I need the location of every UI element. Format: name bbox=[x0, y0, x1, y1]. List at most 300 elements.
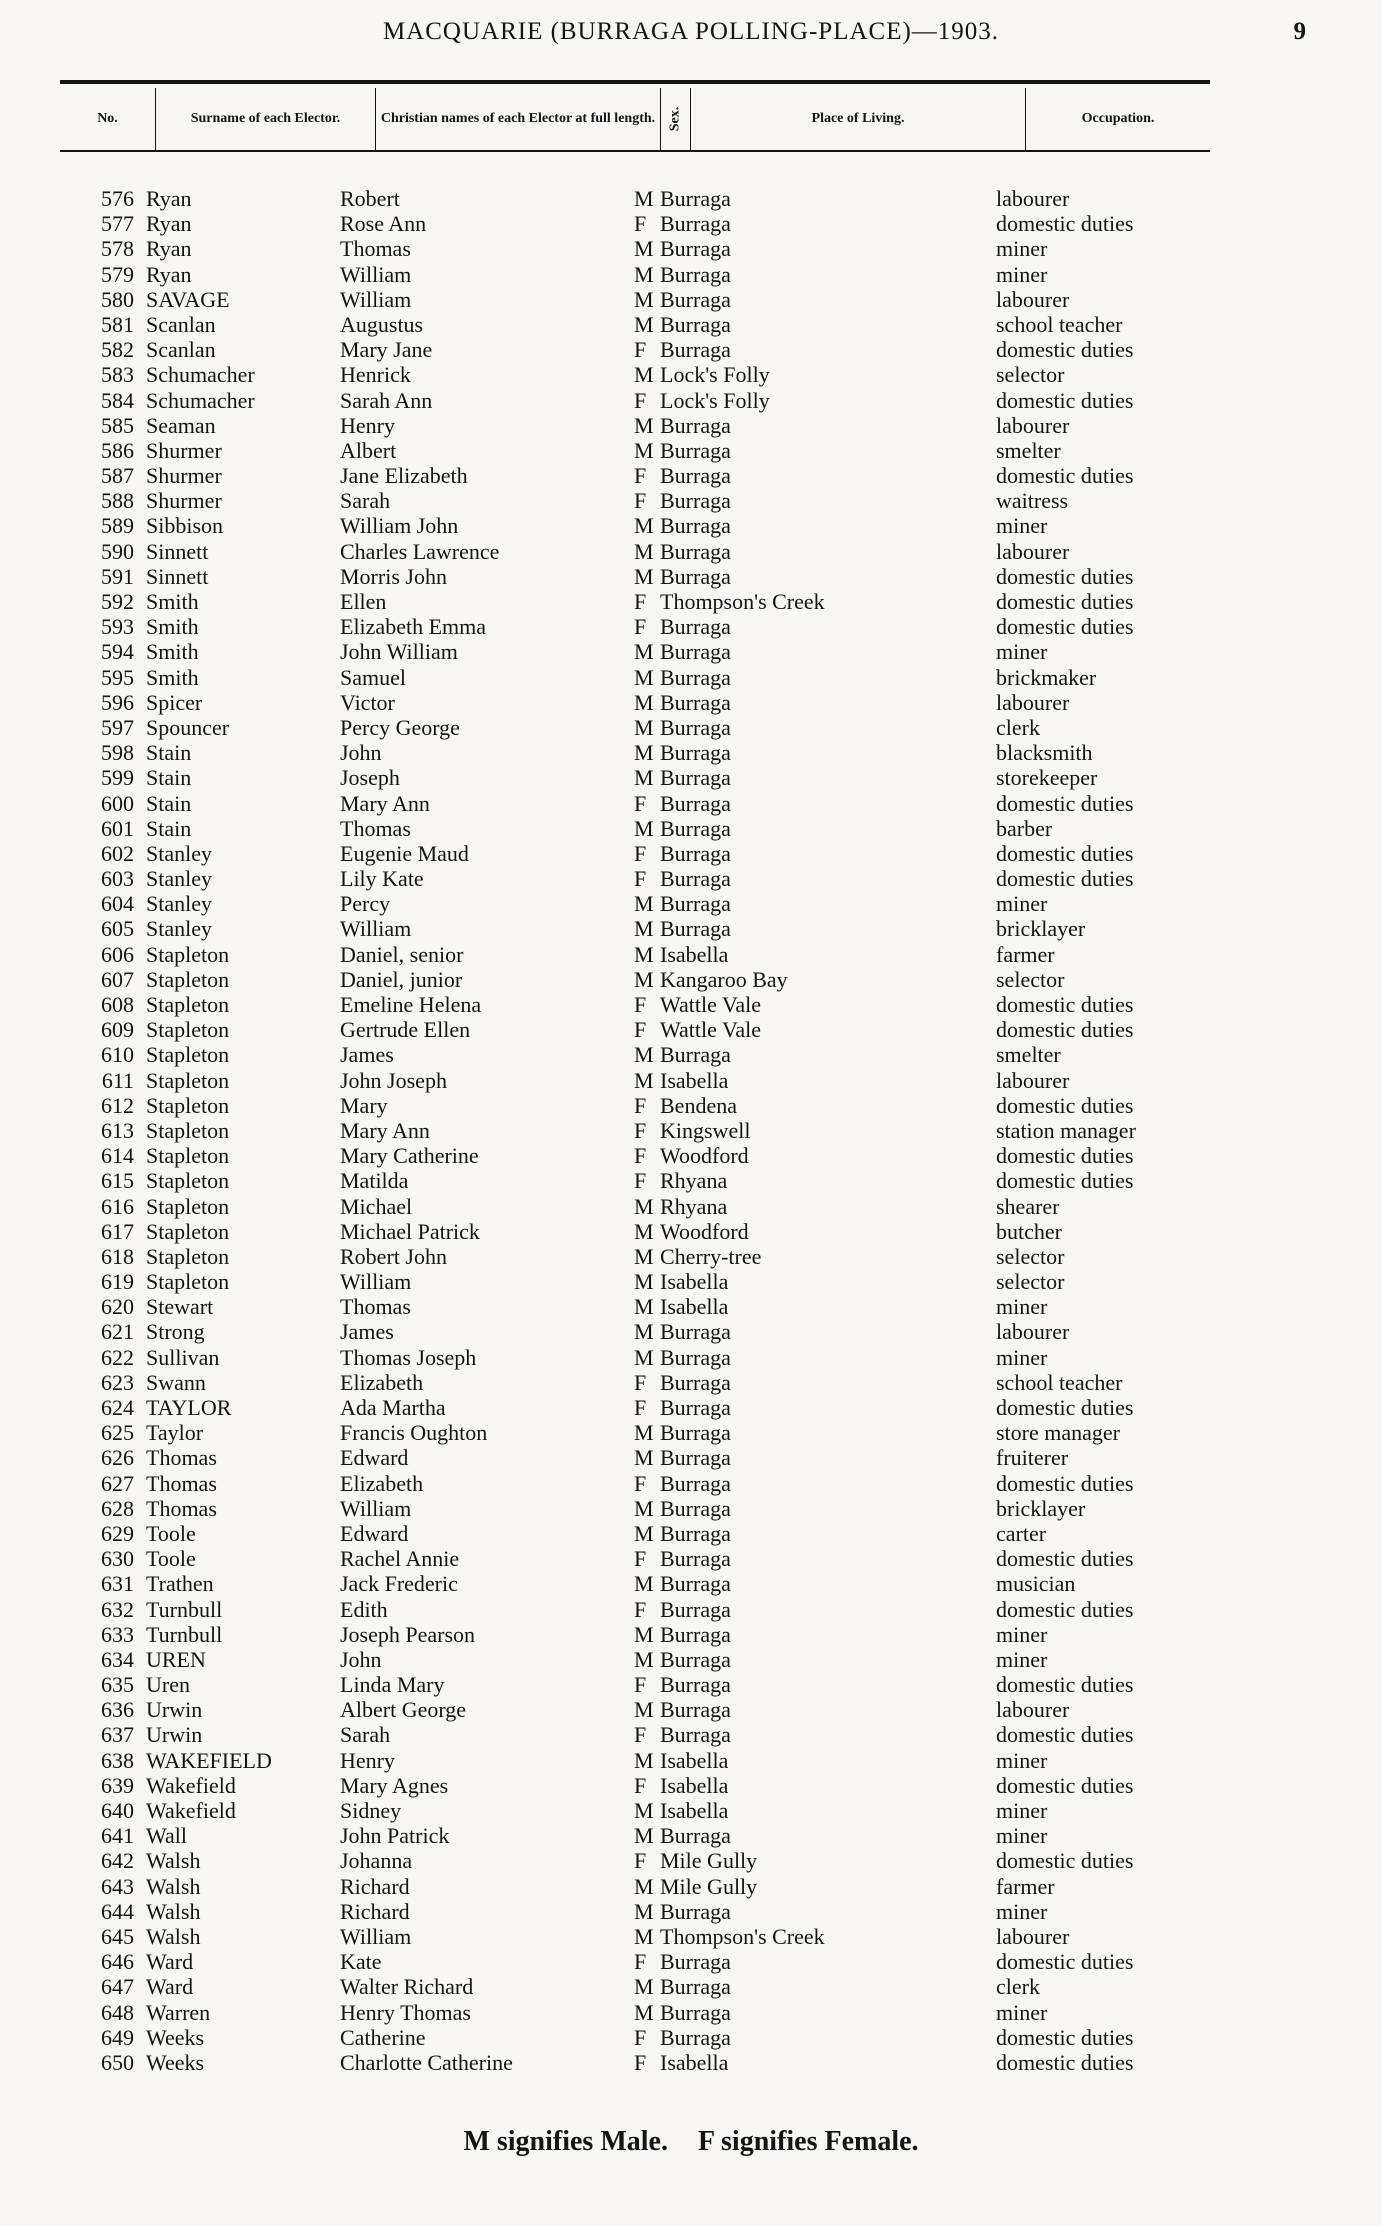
table-row bbox=[0, 1244, 1382, 1269]
elector-christian-names: Percy George bbox=[340, 714, 460, 740]
elector-surname: Sinnett bbox=[146, 563, 209, 589]
elector-sex: F bbox=[634, 1596, 647, 1622]
elector-number: 640 bbox=[101, 1798, 134, 1823]
elector-number: 592 bbox=[101, 589, 134, 614]
elector-number: 636 bbox=[101, 1697, 134, 1723]
elector-surname: Stapleton bbox=[146, 1218, 230, 1244]
column-header-no: No. bbox=[97, 111, 118, 126]
elector-surname: Smith bbox=[146, 614, 199, 640]
elector-christian-names: Samuel bbox=[340, 664, 406, 690]
elector-place: Cherry-tree bbox=[660, 1243, 762, 1269]
elector-surname: Stapleton bbox=[146, 1269, 230, 1295]
elector-christian-names: Kate bbox=[340, 1949, 382, 1975]
elector-christian-names: Henry bbox=[340, 1747, 395, 1773]
elector-sex: M bbox=[634, 1974, 654, 2000]
table-row bbox=[0, 1697, 1382, 1722]
elector-christian-names: Sarah bbox=[340, 1722, 391, 1748]
elector-number: 577 bbox=[101, 211, 134, 237]
elector-occupation: miner bbox=[996, 1747, 1048, 1773]
elector-place: Kingswell bbox=[660, 1117, 751, 1143]
elector-place: Burraga bbox=[660, 236, 731, 262]
elector-occupation: bricklayer bbox=[996, 916, 1086, 942]
elector-surname: Spouncer bbox=[146, 714, 230, 740]
elector-occupation: miner bbox=[996, 1999, 1048, 2025]
elector-occupation: miner bbox=[996, 261, 1048, 287]
elector-occupation: carter bbox=[996, 1520, 1047, 1546]
elector-sex: F bbox=[634, 211, 647, 237]
elector-place: Wattle Vale bbox=[660, 992, 762, 1017]
elector-place: Burraga bbox=[660, 1520, 731, 1546]
elector-sex: M bbox=[634, 1873, 654, 1899]
elector-sex: M bbox=[634, 1747, 654, 1773]
elector-christian-names: Thomas Joseph bbox=[340, 1344, 477, 1370]
elector-occupation: domestic duties bbox=[996, 614, 1134, 640]
elector-sex: F bbox=[634, 1772, 647, 1798]
legend-male: M signifies Male. bbox=[463, 2126, 668, 2157]
elector-sex: F bbox=[634, 1848, 647, 1874]
elector-number: 613 bbox=[101, 1117, 134, 1143]
elector-occupation: domestic duties bbox=[996, 2049, 1134, 2075]
table-row bbox=[0, 262, 1382, 287]
elector-sex: F bbox=[634, 1470, 647, 1496]
elector-place: Kangaroo Bay bbox=[660, 966, 788, 992]
elector-occupation: miner bbox=[996, 236, 1048, 262]
elector-number: 637 bbox=[101, 1722, 134, 1748]
table-row bbox=[0, 816, 1382, 841]
elector-surname: Sibbison bbox=[146, 513, 224, 539]
table-row bbox=[0, 1068, 1382, 1093]
elector-surname: Wakefield bbox=[146, 1772, 236, 1798]
elector-number: 594 bbox=[101, 639, 134, 665]
elector-occupation: shearer bbox=[996, 1193, 1060, 1219]
elector-occupation: domestic duties bbox=[996, 992, 1134, 1017]
elector-surname: Walsh bbox=[146, 1898, 201, 1924]
elector-occupation: miner bbox=[996, 639, 1048, 665]
elector-surname: Stapleton bbox=[146, 966, 230, 992]
elector-place: Burraga bbox=[660, 740, 731, 766]
elector-sex: M bbox=[634, 1495, 654, 1521]
elector-number: 591 bbox=[101, 563, 134, 589]
table-row bbox=[0, 1042, 1382, 1067]
elector-place: Rhyana bbox=[660, 1168, 728, 1194]
elector-number: 643 bbox=[101, 1873, 134, 1899]
elector-number: 597 bbox=[101, 714, 134, 740]
elector-occupation: storekeeper bbox=[996, 765, 1098, 791]
table-row bbox=[0, 1168, 1382, 1193]
elector-number: 629 bbox=[101, 1520, 134, 1546]
elector-sex: M bbox=[634, 1621, 654, 1647]
elector-christian-names: Thomas bbox=[340, 815, 411, 841]
table-row bbox=[0, 740, 1382, 765]
elector-christian-names: John bbox=[340, 1646, 382, 1672]
elector-sex: F bbox=[634, 387, 647, 413]
elector-place: Burraga bbox=[660, 1344, 731, 1370]
elector-place: Isabella bbox=[660, 1747, 729, 1773]
elector-occupation: domestic duties bbox=[996, 1596, 1134, 1622]
elector-place: Burraga bbox=[660, 1420, 731, 1446]
elector-sex: F bbox=[634, 1672, 647, 1698]
elector-christian-names: James bbox=[340, 1042, 394, 1068]
elector-occupation: fruiterer bbox=[996, 1445, 1069, 1471]
elector-sex: M bbox=[634, 1042, 654, 1068]
elector-number: 647 bbox=[101, 1974, 134, 2000]
elector-christian-names: Elizabeth bbox=[340, 1369, 424, 1395]
elector-christian-names: William John bbox=[340, 513, 459, 539]
table-row bbox=[0, 1017, 1382, 1042]
elector-place: Burraga bbox=[660, 765, 731, 791]
elector-christian-names: Sarah Ann bbox=[340, 387, 433, 413]
elector-sex: M bbox=[634, 966, 654, 992]
elector-place: Burraga bbox=[660, 311, 731, 337]
elector-sex: F bbox=[634, 589, 647, 614]
elector-surname: Thomas bbox=[146, 1495, 217, 1521]
elector-number: 593 bbox=[101, 614, 134, 640]
elector-occupation: miner bbox=[996, 1621, 1048, 1647]
elector-place: Burraga bbox=[660, 1672, 731, 1698]
elector-place: Burraga bbox=[660, 1823, 731, 1849]
elector-sex: M bbox=[634, 714, 654, 740]
elector-christian-names: Daniel, junior bbox=[340, 966, 463, 992]
elector-occupation: farmer bbox=[996, 1873, 1055, 1899]
elector-surname: Scanlan bbox=[146, 311, 216, 337]
elector-number: 628 bbox=[101, 1495, 134, 1521]
table-row bbox=[0, 1471, 1382, 1496]
elector-occupation: domestic duties bbox=[996, 1949, 1134, 1975]
elector-occupation: farmer bbox=[996, 941, 1055, 967]
elector-christian-names: William bbox=[340, 1495, 412, 1521]
elector-occupation: blacksmith bbox=[996, 740, 1093, 766]
elector-number: 612 bbox=[101, 1092, 134, 1118]
elector-surname: Wall bbox=[146, 1823, 187, 1849]
elector-surname: Schumacher bbox=[146, 362, 255, 388]
elector-christian-names: Lily Kate bbox=[340, 866, 424, 892]
elector-number: 587 bbox=[101, 463, 134, 489]
elector-sex: F bbox=[634, 1017, 647, 1043]
elector-christian-names: Robert bbox=[340, 186, 400, 211]
elector-occupation: labourer bbox=[996, 538, 1070, 564]
elector-christian-names: Richard bbox=[340, 1873, 410, 1899]
elector-surname: Warren bbox=[146, 1999, 211, 2025]
table-row bbox=[0, 1823, 1382, 1848]
elector-number: 644 bbox=[101, 1898, 134, 1924]
table-row bbox=[0, 1420, 1382, 1445]
table-row bbox=[0, 413, 1382, 438]
elector-surname: Swann bbox=[146, 1369, 206, 1395]
elector-surname: Turnbull bbox=[146, 1596, 223, 1622]
elector-surname: Shurmer bbox=[146, 488, 222, 514]
elector-sex: F bbox=[634, 1168, 647, 1194]
elector-surname: Stapleton bbox=[146, 1193, 230, 1219]
elector-sex: M bbox=[634, 1218, 654, 1244]
elector-place: Burraga bbox=[660, 614, 731, 640]
elector-sex: F bbox=[634, 840, 647, 866]
elector-surname: Stain bbox=[146, 765, 192, 791]
elector-place: Mile Gully bbox=[660, 1873, 758, 1899]
elector-number: 619 bbox=[101, 1269, 134, 1295]
elector-place: Burraga bbox=[660, 1495, 731, 1521]
elector-occupation: labourer bbox=[996, 1923, 1070, 1949]
elector-christian-names: Mary bbox=[340, 1092, 388, 1118]
elector-occupation: brickmaker bbox=[996, 664, 1097, 690]
elector-number: 583 bbox=[101, 362, 134, 388]
elector-number: 580 bbox=[101, 286, 134, 312]
elector-occupation: miner bbox=[996, 891, 1048, 917]
elector-number: 611 bbox=[101, 1067, 134, 1093]
elector-number: 596 bbox=[101, 689, 134, 715]
elector-occupation: domestic duties bbox=[996, 1672, 1134, 1698]
elector-place: Isabella bbox=[660, 1772, 729, 1798]
table-row bbox=[0, 488, 1382, 513]
table-row bbox=[0, 1194, 1382, 1219]
table-row bbox=[0, 1571, 1382, 1596]
elector-sex: M bbox=[634, 1923, 654, 1949]
elector-occupation: clerk bbox=[996, 1974, 1040, 2000]
elector-occupation: domestic duties bbox=[996, 1143, 1134, 1169]
elector-sex: M bbox=[634, 286, 654, 312]
elector-occupation: labourer bbox=[996, 1067, 1070, 1093]
elector-christian-names: Victor bbox=[340, 689, 395, 715]
elector-number: 578 bbox=[101, 236, 134, 262]
elector-place: Burraga bbox=[660, 1470, 731, 1496]
elector-sex: M bbox=[634, 538, 654, 564]
elector-occupation: selector bbox=[996, 362, 1065, 388]
elector-occupation: domestic duties bbox=[996, 1168, 1134, 1194]
elector-surname: Ryan bbox=[146, 236, 192, 262]
elector-sex: M bbox=[634, 1319, 654, 1345]
elector-christian-names: Albert bbox=[340, 437, 397, 463]
elector-place: Burraga bbox=[660, 689, 731, 715]
elector-place: Burraga bbox=[660, 815, 731, 841]
elector-number: 646 bbox=[101, 1949, 134, 1975]
elector-surname: Stain bbox=[146, 790, 192, 816]
elector-christian-names: Henry bbox=[340, 412, 395, 438]
table-row bbox=[0, 1722, 1382, 1747]
elector-christian-names: Daniel, senior bbox=[340, 941, 464, 967]
elector-sex: M bbox=[634, 765, 654, 791]
column-header-occupation: Occupation. bbox=[1025, 88, 1210, 150]
elector-number: 633 bbox=[101, 1621, 134, 1647]
table-row bbox=[0, 362, 1382, 387]
table-row bbox=[0, 1672, 1382, 1697]
elector-occupation: musician bbox=[996, 1571, 1076, 1597]
elector-surname: Stapleton bbox=[146, 1092, 230, 1118]
elector-place: Burraga bbox=[660, 412, 731, 438]
elector-place: Burraga bbox=[660, 211, 731, 237]
elector-occupation: school teacher bbox=[996, 1369, 1123, 1395]
elector-christian-names: Albert George bbox=[340, 1697, 467, 1723]
elector-place: Thompson's Creek bbox=[660, 589, 825, 614]
elector-occupation: station manager bbox=[996, 1117, 1136, 1143]
elector-christian-names: Johanna bbox=[340, 1848, 413, 1874]
elector-occupation: labourer bbox=[996, 689, 1070, 715]
elector-christian-names: Charles Lawrence bbox=[340, 538, 500, 564]
elector-sex: M bbox=[634, 1999, 654, 2025]
elector-surname: Stapleton bbox=[146, 1117, 230, 1143]
elector-number: 600 bbox=[101, 790, 134, 816]
table-row bbox=[0, 942, 1382, 967]
elector-surname: Strong bbox=[146, 1319, 205, 1345]
elector-place: Isabella bbox=[660, 2049, 729, 2075]
elector-sex: M bbox=[634, 916, 654, 942]
elector-surname: Stapleton bbox=[146, 1067, 230, 1093]
elector-number: 589 bbox=[101, 513, 134, 539]
elector-sex: F bbox=[634, 790, 647, 816]
elector-christian-names: Elizabeth bbox=[340, 1470, 424, 1496]
elector-place: Lock's Folly bbox=[660, 387, 770, 413]
elector-number: 599 bbox=[101, 765, 134, 791]
elector-christian-names: Mary Catherine bbox=[340, 1143, 479, 1169]
elector-occupation: domestic duties bbox=[996, 589, 1134, 614]
elector-christian-names: Augustus bbox=[340, 311, 424, 337]
elector-place: Burraga bbox=[660, 261, 731, 287]
elector-place: Woodford bbox=[660, 1143, 749, 1169]
elector-surname: Stanley bbox=[146, 891, 212, 917]
elector-surname: Stapleton bbox=[146, 1168, 230, 1194]
elector-number: 605 bbox=[101, 916, 134, 942]
elector-surname: Ryan bbox=[146, 211, 192, 237]
elector-christian-names: Michael Patrick bbox=[340, 1218, 480, 1244]
elector-occupation: school teacher bbox=[996, 311, 1123, 337]
elector-number: 585 bbox=[101, 412, 134, 438]
elector-number: 584 bbox=[101, 387, 134, 413]
elector-occupation: labourer bbox=[996, 186, 1070, 211]
table-row bbox=[0, 1294, 1382, 1319]
page-number: 9 bbox=[1293, 18, 1306, 45]
elector-occupation: miner bbox=[996, 1798, 1048, 1823]
elector-surname: Stapleton bbox=[146, 941, 230, 967]
elector-number: 598 bbox=[101, 740, 134, 766]
elector-number: 595 bbox=[101, 664, 134, 690]
elector-sex: F bbox=[634, 488, 647, 514]
elector-occupation: clerk bbox=[996, 714, 1040, 740]
table-row bbox=[0, 1345, 1382, 1370]
elector-surname: Stapleton bbox=[146, 1243, 230, 1269]
elector-christian-names: Henry Thomas bbox=[340, 1999, 471, 2025]
elector-occupation: miner bbox=[996, 1823, 1048, 1849]
elector-number: 618 bbox=[101, 1243, 134, 1269]
elector-surname: Uren bbox=[146, 1672, 190, 1698]
elector-place: Woodford bbox=[660, 1218, 749, 1244]
elector-sex: M bbox=[634, 1697, 654, 1723]
elector-number: 631 bbox=[101, 1571, 134, 1597]
elector-christian-names: Gertrude Ellen bbox=[340, 1017, 471, 1043]
table-row bbox=[0, 690, 1382, 715]
table-row bbox=[0, 1874, 1382, 1899]
elector-number: 588 bbox=[101, 488, 134, 514]
elector-surname: Stapleton bbox=[146, 1017, 230, 1043]
elector-place: Isabella bbox=[660, 1294, 729, 1320]
elector-number: 650 bbox=[101, 2049, 134, 2075]
elector-place: Burraga bbox=[660, 463, 731, 489]
table-row bbox=[0, 916, 1382, 941]
table-row bbox=[0, 1395, 1382, 1420]
elector-occupation: miner bbox=[996, 1646, 1048, 1672]
elector-place: Thompson's Creek bbox=[660, 1923, 825, 1949]
elector-sex: F bbox=[634, 1949, 647, 1975]
elector-sex: M bbox=[634, 513, 654, 539]
table-row bbox=[0, 891, 1382, 916]
elector-sex: F bbox=[634, 337, 647, 363]
elector-number: 614 bbox=[101, 1143, 134, 1169]
elector-surname: Stapleton bbox=[146, 1143, 230, 1169]
elector-surname: Ward bbox=[146, 1949, 194, 1975]
elector-christian-names: Michael bbox=[340, 1193, 413, 1219]
elector-christian-names: Jane Elizabeth bbox=[340, 463, 468, 489]
elector-sex: F bbox=[634, 2024, 647, 2050]
elector-occupation: miner bbox=[996, 513, 1048, 539]
elector-number: 627 bbox=[101, 1470, 134, 1496]
elector-surname: Ward bbox=[146, 1974, 194, 2000]
column-header-place: Place of Living. bbox=[690, 88, 1025, 150]
elector-occupation: domestic duties bbox=[996, 387, 1134, 413]
elector-surname: Weeks bbox=[146, 2049, 205, 2075]
table-row bbox=[0, 589, 1382, 614]
elector-sex: M bbox=[634, 362, 654, 388]
elector-number: 602 bbox=[101, 840, 134, 866]
table-row bbox=[0, 1319, 1382, 1344]
elector-sex: M bbox=[634, 311, 654, 337]
elector-sex: M bbox=[634, 1898, 654, 1924]
elector-sex: M bbox=[634, 261, 654, 287]
elector-surname: Sinnett bbox=[146, 538, 209, 564]
elector-occupation: labourer bbox=[996, 1319, 1070, 1345]
elector-place: Burraga bbox=[660, 538, 731, 564]
elector-sex: M bbox=[634, 1243, 654, 1269]
elector-sex: M bbox=[634, 1798, 654, 1823]
elector-place: Mile Gully bbox=[660, 1848, 758, 1874]
elector-christian-names: Sarah bbox=[340, 488, 391, 514]
elector-surname: Stain bbox=[146, 815, 192, 841]
elector-place: Bendena bbox=[660, 1092, 737, 1118]
elector-christian-names: James bbox=[340, 1319, 394, 1345]
table-row bbox=[0, 866, 1382, 891]
table-row bbox=[0, 1798, 1382, 1823]
elector-christian-names: Joseph Pearson bbox=[340, 1621, 476, 1647]
elector-sex: M bbox=[634, 1193, 654, 1219]
elector-christian-names: Joseph bbox=[340, 765, 400, 791]
table-row bbox=[0, 841, 1382, 866]
elector-christian-names: William bbox=[340, 1923, 412, 1949]
elector-surname: Stapleton bbox=[146, 992, 230, 1017]
elector-occupation: labourer bbox=[996, 286, 1070, 312]
elector-occupation: domestic duties bbox=[996, 1017, 1134, 1043]
elector-occupation: barber bbox=[996, 815, 1053, 841]
elector-sex: M bbox=[634, 639, 654, 665]
elector-occupation: selector bbox=[996, 1269, 1065, 1295]
elector-christian-names: Francis Oughton bbox=[340, 1420, 488, 1446]
elector-sex: F bbox=[634, 1143, 647, 1169]
table-row bbox=[0, 2025, 1382, 2050]
elector-surname: Toole bbox=[146, 1520, 196, 1546]
legend-female: F signifies Female. bbox=[697, 2126, 919, 2157]
elector-christian-names: Percy bbox=[340, 891, 391, 917]
elector-occupation: domestic duties bbox=[996, 1722, 1134, 1748]
elector-surname: Stanley bbox=[146, 840, 212, 866]
elector-occupation: selector bbox=[996, 966, 1065, 992]
table-row bbox=[0, 1219, 1382, 1244]
elector-surname: Scanlan bbox=[146, 337, 216, 363]
table-row bbox=[0, 2000, 1382, 2025]
elector-occupation: domestic duties bbox=[996, 790, 1134, 816]
elector-number: 635 bbox=[101, 1672, 134, 1698]
table-row bbox=[0, 513, 1382, 538]
elector-christian-names: Thomas bbox=[340, 1294, 411, 1320]
elector-number: 641 bbox=[101, 1823, 134, 1849]
elector-sex: F bbox=[634, 866, 647, 892]
elector-number: 576 bbox=[101, 186, 134, 211]
elector-surname: Thomas bbox=[146, 1445, 217, 1471]
table-row bbox=[0, 1848, 1382, 1873]
